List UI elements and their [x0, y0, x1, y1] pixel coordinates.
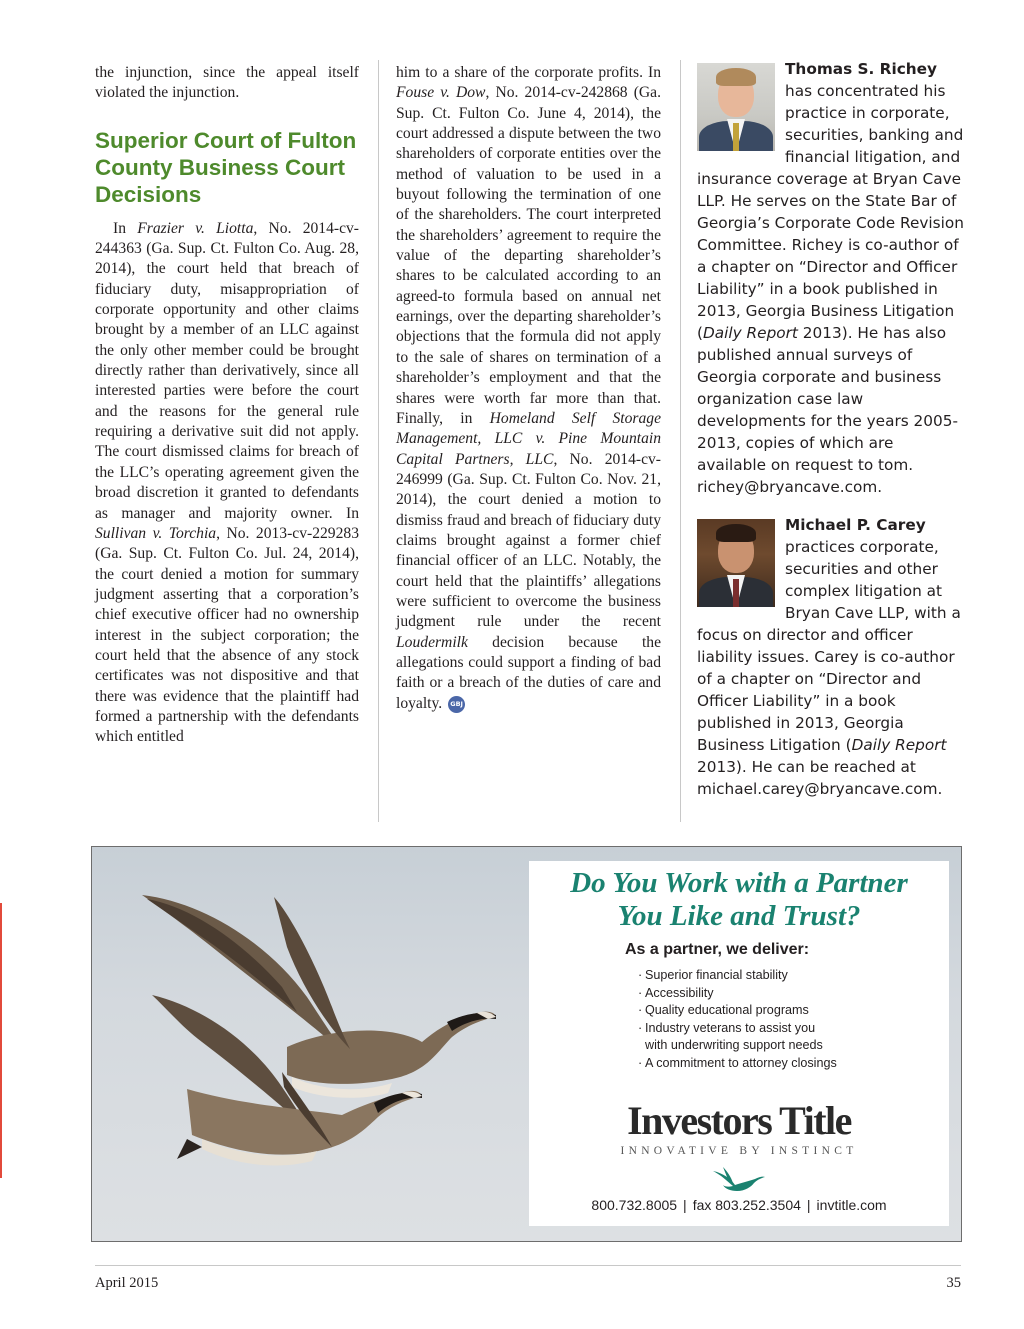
brand-name: Investors Title	[627, 1098, 851, 1143]
list-item: · Superior financial stability	[638, 967, 837, 985]
ad-copy-panel	[529, 861, 949, 1226]
list-item-continuation: with underwriting support needs	[645, 1038, 823, 1052]
column-intro-text: the injunction, since the appeal itself violated the injunction.	[95, 64, 359, 102]
author-photo	[697, 63, 775, 151]
case-name: Sullivan v. Torchia	[95, 524, 217, 542]
brand-tagline: INNOVATIVE BY INSTINCT	[620, 1145, 858, 1157]
page-number: 35	[946, 1275, 961, 1291]
author-bio: Thomas S. Richey has concentrated his practice in corporate, securities, banking and financial litigation, and insurance coverage at Bryan Cave LLP. He serves on the State Bar of Georgia’s Corporate Code Revision Committee. Richey is co-author of a chapter on “Director and Officer Liability” in a book published in 2013, Georgia Business Litigation (Daily Report 2013). He has also published annual surveys of Georgia corporate and business organization case law developments for the years 2005-2013, copies of which are available on request to tom. richey@bryancave.com.	[697, 60, 964, 496]
list-item: · Accessibility	[638, 985, 837, 1003]
contact-line: 800.732.8005 | fax 803.252.3504 | invtitle.com	[591, 1197, 887, 1213]
end-of-article-icon: GBJ	[448, 696, 465, 713]
case-name: Homeland Self Storage Management, LLC v. Pine Mountain Capital Partners, LLC	[396, 409, 661, 468]
phone-number: 800.732.8005	[591, 1197, 678, 1213]
author-bio: Michael P. Carey practices corporate, securities and other complex litigation at Bryan Cave LLP, with a focus on director and officer liability issues. Carey is co-author of a chapter on “Director and Officer Liability” in a book published in 2013, Georgia Business Litigation (Daily Report 2013). He can be reached at michael.carey@bryancave.com.	[697, 516, 961, 798]
issue-date: April 2015	[95, 1275, 159, 1291]
column-divider	[378, 60, 379, 822]
article-column-2	[396, 63, 661, 714]
ad-subheading: As a partner, we deliver:	[625, 941, 810, 958]
case-name: Frazier v. Liotta	[137, 219, 254, 237]
geese-photo	[92, 847, 532, 1241]
author-bios	[697, 58, 965, 800]
website: invtitle.com	[816, 1197, 887, 1213]
author-name: Michael P. Carey	[785, 516, 926, 534]
case-summary-paragraph: In Frazier v. Liotta, No. 2014-cv-244363 (Ga. Sup. Ct. Fulton Co. Aug. 28, 2014), the court held that breach of fiduciary duty, misappropriation of corporate opportunity and other claims brought by a member of an LLC against the only other member could be brought directly rather than derivatively, since all interested parties were before the court and the reasons for the general rule requiring a derivative suit did not apply. The court dismissed claims for breach of the LLC’s operating agreement given the broad discretion it granted to defendants as manager and majority owner. In Sullivan v. Torchia, No. 2013-cv-229283 (Ga. Sup. Ct. Fulton Co. Jul. 24, 2014), the court denied a motion for summary judgment asserting that a corporation’s chief executive officer had no ownership interest in the subject corporation; the court held that the absence of any stock certificates was not dispositive and that there was evidence that the plaintiff had formed a partnership with the defendants which entitled	[95, 219, 359, 746]
case-name: Fouse v. Dow	[396, 84, 486, 102]
author-name: Thomas S. Richey	[785, 60, 938, 78]
section-heading: Superior Court of Fulton County Business Court Decisions	[95, 127, 357, 207]
page-edge-mark	[0, 903, 2, 1178]
ad-headline: Do You Work with a Partner You Like and Trust?	[570, 867, 908, 932]
author-photo	[697, 519, 775, 607]
list-item: · A commitment to attorney closings	[638, 1055, 837, 1073]
case-summary-paragraph: him to a share of the corporate profits. In Fouse v. Dow, No. 2014-cv-242868 (Ga. Sup. Ct. Fulton Co. June 4, 2014), the court addressed a dispute between the two shareholders of corporate entities over the method of valuation to be used in a buyout following the termination of one of the shareholders. The court interpreted the shareholders’ agreement to require the value of the departing shareholder’s shares to be calculated according to an agreed-to formula based on annual net earnings, over the departing shareholder’s objections that the formula did not apply to the sale of shares on termination of a shareholder’s employment and that the shares were worth far more than that. Finally, in Homeland Self Storage Management, LLC v. Pine Mountain Capital Partners, LLC, No. 2014-cv-246999 (Ga. Sup. Ct. Fulton Co. Nov. 21, 2014), the court denied a motion to dismiss fraud and breach of fiduciary duty claims brought against a former chief financial officer of an LLC. Notably, the court held that the plaintiffs’ allegations were sufficient to overcome the business judgment rule under the recent Loudermilk decision because the allegations could support a finding of bad faith or a breach of the duties of care and loyalty. GBJ	[396, 64, 661, 712]
list-item: · Industry veterans to assist you	[638, 1020, 837, 1038]
goose-logo-icon	[711, 1165, 767, 1195]
column-divider	[680, 60, 681, 822]
fax-number: fax 803.252.3504	[692, 1197, 801, 1213]
list-item: · Quality educational programs	[638, 1002, 837, 1020]
advertisement	[91, 846, 962, 1242]
footer-divider	[95, 1265, 961, 1266]
article-column-1	[95, 63, 359, 748]
benefits-list	[638, 967, 837, 1072]
case-name: Loudermilk	[396, 633, 468, 651]
